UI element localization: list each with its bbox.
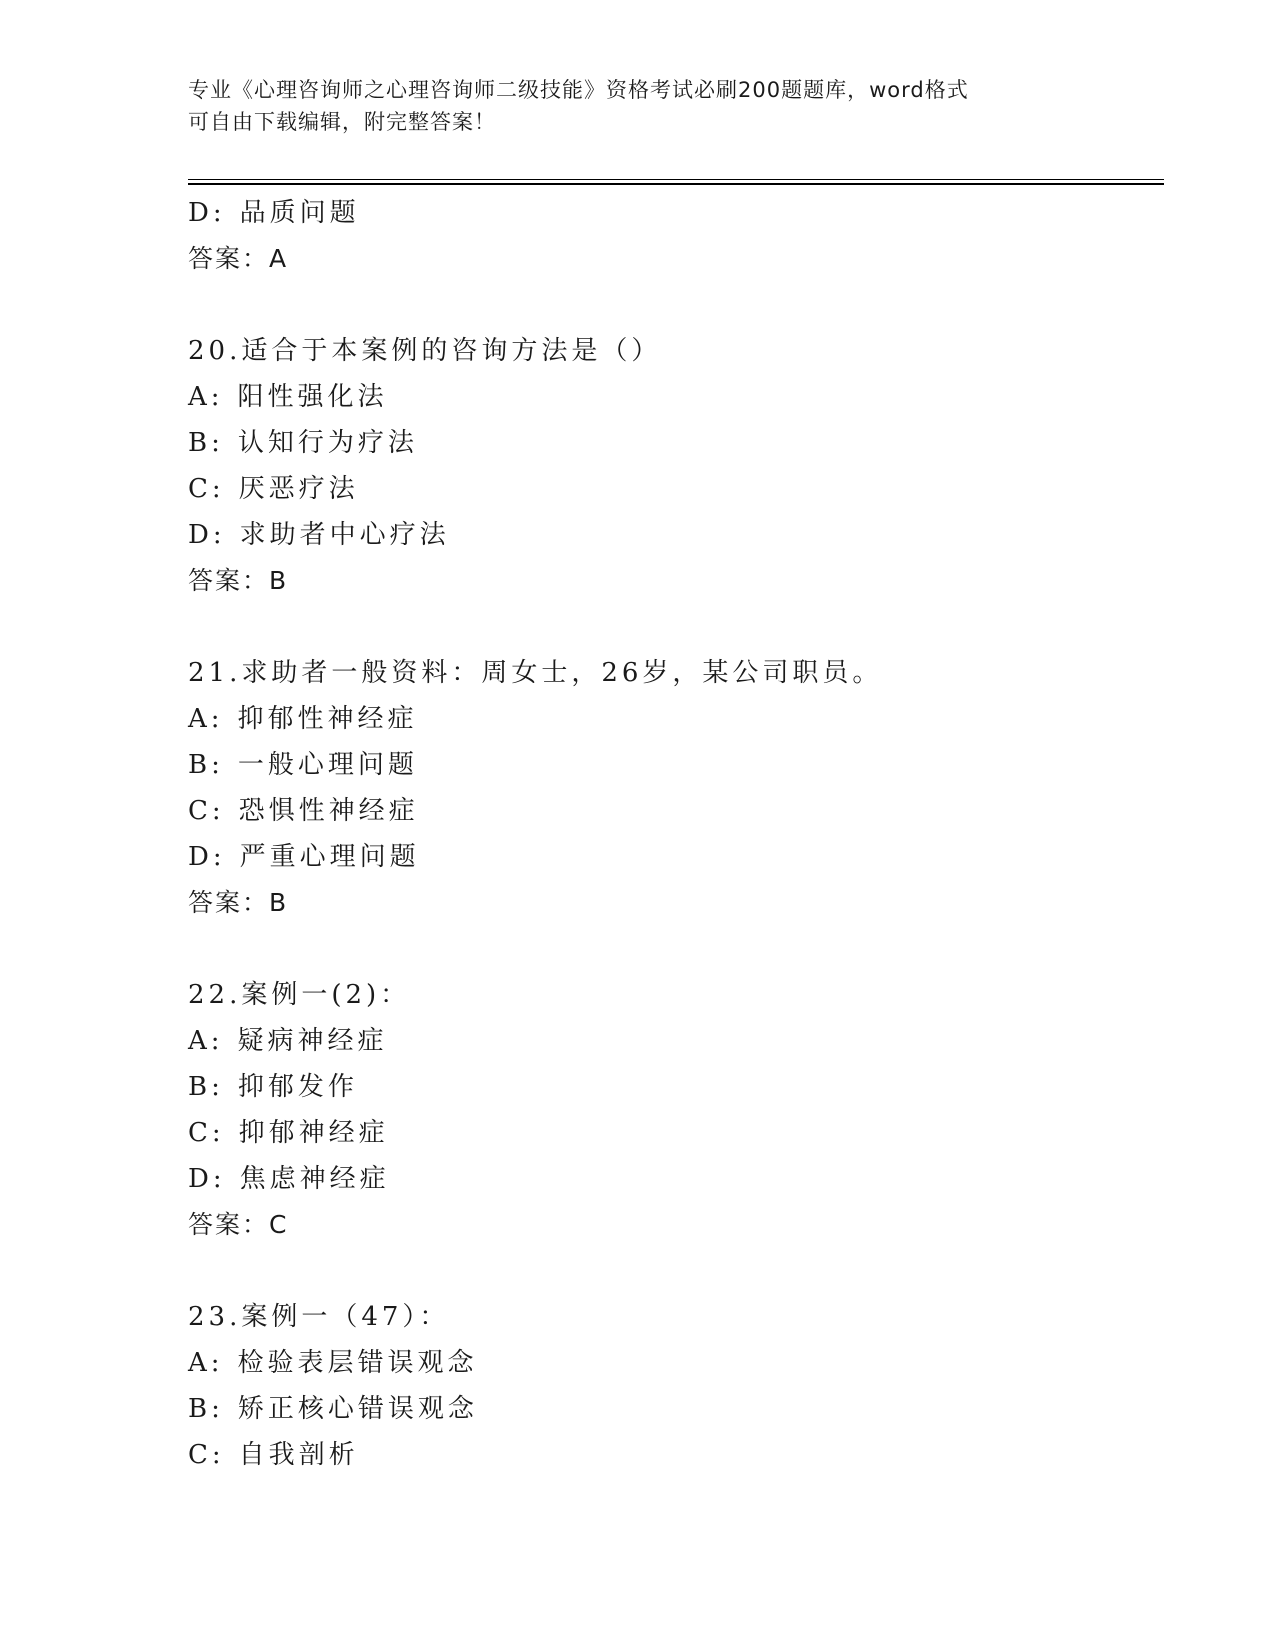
option-key: B: [188,1394,224,1424]
option-d [188,512,1164,558]
spacer [188,926,1164,972]
option-d [188,190,1164,236]
option-key: C: [188,1440,225,1470]
spacer [188,1248,1164,1294]
option-text: 品质问题 [239,198,360,228]
option-text: 抑郁性神经症 [237,704,418,734]
option-a [188,1018,1164,1064]
option-key: D: [188,1164,226,1194]
option-text: 矫正核心错误观念 [237,1394,478,1424]
option-key: D: [188,842,226,872]
answer-line: 答案：B [188,566,289,595]
option-c [188,1110,1164,1156]
option-key: B: [188,750,224,780]
header-line-1: 专业《心理咨询师之心理咨询师二级技能》资格考试必刷200题题库，word格式 [188,78,969,102]
option-b [188,1386,1164,1432]
option-text: 自我剖析 [238,1440,359,1470]
option-a [188,374,1164,420]
option-c [188,466,1164,512]
option-b [188,420,1164,466]
option-a [188,1340,1164,1386]
option-key: A: [188,704,224,734]
option-key: A: [188,1348,224,1378]
option-text: 恐惧性神经症 [238,796,419,826]
spacer [188,604,1164,650]
question-stem: 23.案例一（47）： [188,1302,450,1332]
header-divider-thin [188,179,1164,180]
option-c [188,1432,1164,1478]
question-list [188,190,1164,1478]
option-b [188,1064,1164,1110]
option-text: 疑病神经症 [237,1026,388,1056]
option-text: 厌恶疗法 [238,474,359,504]
option-text: 求助者中心疗法 [239,520,450,550]
option-b [188,742,1164,788]
option-key: A: [188,1026,224,1056]
header-divider-thick [188,183,1164,185]
option-key: A: [188,382,224,412]
option-key: D: [188,520,226,550]
question-stem: 21.求助者一般资料：周女士，26岁，某公司职员。 [188,658,883,688]
option-text: 抑郁发作 [237,1072,358,1102]
answer-line: 答案：A [188,244,289,273]
option-key: C: [188,1118,225,1148]
option-text: 检验表层错误观念 [237,1348,478,1378]
option-text: 抑郁神经症 [238,1118,389,1148]
option-key: C: [188,474,225,504]
spacer [188,282,1164,328]
header-line-2: 可自由下载编辑，附完整答案！ [188,110,496,134]
option-a [188,696,1164,742]
option-key: D: [188,198,226,228]
option-key: B: [188,1072,224,1102]
option-text: 一般心理问题 [237,750,418,780]
option-d [188,1156,1164,1202]
option-text: 严重心理问题 [239,842,420,872]
document-header [188,74,1088,138]
question-stem: 20.适合于本案例的咨询方法是（） [188,336,662,366]
question-stem: 22.案例一(2)： [188,980,411,1010]
option-text: 焦虑神经症 [239,1164,390,1194]
option-c [188,788,1164,834]
answer-line: 答案：C [188,1210,289,1239]
option-d [188,834,1164,880]
option-text: 阳性强化法 [237,382,388,412]
option-key: B: [188,428,224,458]
option-key: C: [188,796,225,826]
option-text: 认知行为疗法 [237,428,418,458]
answer-line: 答案：B [188,888,289,917]
